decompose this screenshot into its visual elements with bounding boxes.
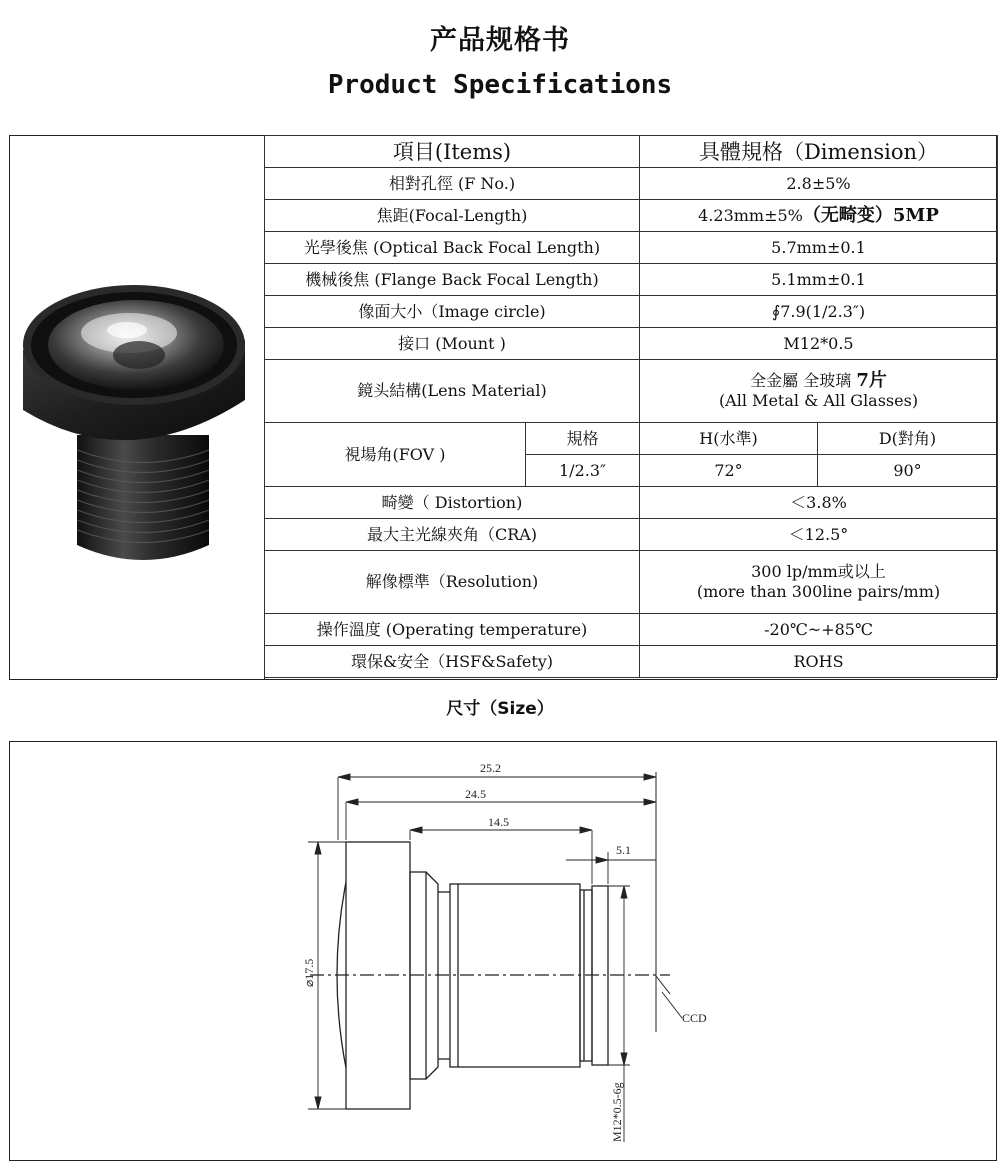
table-header-row [265, 136, 998, 168]
table-row [265, 614, 998, 646]
size-heading: 尺寸（Size） [446, 699, 554, 719]
row-item: 操作溫度 (Operating temperature) [265, 614, 640, 646]
row-value: ＜12.5° [640, 519, 998, 551]
row-value: ROHS [640, 646, 998, 678]
row-item: 鏡头結構(Lens Material) [265, 360, 640, 423]
fov-label: 視場角(FOV ) [265, 423, 526, 487]
row-item: 最大主光線夾角（CRA) [265, 519, 640, 551]
lens-dimension-drawing [10, 742, 995, 1159]
row-value [640, 360, 998, 423]
fov-row-header [265, 423, 998, 455]
table-row [265, 487, 998, 519]
table-row [265, 168, 998, 200]
fov-spec-value: 1/2.3″ [526, 455, 640, 487]
value-text: 4.23mm±5% [698, 205, 803, 225]
row-item: 接口 (Mount ) [265, 328, 640, 360]
fov-h-value: 72° [640, 455, 818, 487]
value-text: 300 lp/mm或以上 [751, 562, 886, 581]
value-line2: (All Metal & All Glasses) [718, 391, 919, 410]
dim-total-label: 25.2 [480, 761, 501, 775]
value-text: 全金屬 全玻璃 [750, 371, 852, 390]
table-row [265, 519, 998, 551]
table-row [265, 360, 998, 423]
header-dimension: 具體規格（Dimension） [640, 136, 998, 168]
row-value: ＜3.8% [640, 487, 998, 519]
row-item: 像面大小（Image circle) [265, 296, 640, 328]
title-english: Product Specifications [327, 70, 673, 100]
fov-d-header: D(對角) [818, 423, 998, 455]
table-row [265, 296, 998, 328]
value-line2: (more than 300line pairs/mm) [696, 582, 941, 601]
table-row [265, 328, 998, 360]
row-value: M12*0.5 [640, 328, 998, 360]
row-item: 相對孔徑 (F No.) [265, 168, 640, 200]
fov-spec-header: 規格 [526, 423, 640, 455]
row-item: 畸變（ Distortion) [265, 487, 640, 519]
row-item: 焦距(Focal-Length) [265, 200, 640, 232]
row-value: -20℃~+85℃ [640, 614, 998, 646]
lens-photo-image [9, 135, 263, 678]
dim-body-label: 24.5 [465, 787, 486, 801]
title-chinese: 产品规格书 [430, 25, 570, 56]
row-value [640, 200, 998, 232]
value-bold: 7片 [856, 370, 887, 391]
row-item: 機械後焦 (Flange Back Focal Length) [265, 264, 640, 296]
lens-photo-cell [9, 135, 265, 680]
row-item: 環保&安全（HSF&Safety) [265, 646, 640, 678]
ccd-label: CCD [682, 1011, 707, 1025]
dim-thread-label: M12*0.5-6g [610, 1082, 624, 1142]
table-row [265, 232, 998, 264]
value-bold: （无畸变）5MP [802, 204, 939, 226]
row-item: 光學後焦 (Optical Back Focal Length) [265, 232, 640, 264]
fov-d-value: 90° [818, 455, 998, 487]
spec-table [264, 135, 998, 678]
dim-diameter-label: ⌀17.5 [302, 958, 316, 987]
row-value: 2.8±5% [640, 168, 998, 200]
header-items: 項目(Items) [265, 136, 640, 168]
drawing-frame [9, 741, 997, 1161]
table-row [265, 200, 998, 232]
dim-flange-label: 5.1 [616, 843, 631, 857]
row-value: 5.7mm±0.1 [640, 232, 998, 264]
row-value: 5.1mm±0.1 [640, 264, 998, 296]
table-row [265, 264, 998, 296]
row-item: 解像標準（Resolution) [265, 551, 640, 614]
row-value [640, 551, 998, 614]
fov-h-header: H(水準) [640, 423, 818, 455]
table-row [265, 551, 998, 614]
table-row [265, 646, 998, 678]
row-value: ∮7.9(1/2.3″) [640, 296, 998, 328]
dim-barrel-label: 14.5 [488, 815, 509, 829]
